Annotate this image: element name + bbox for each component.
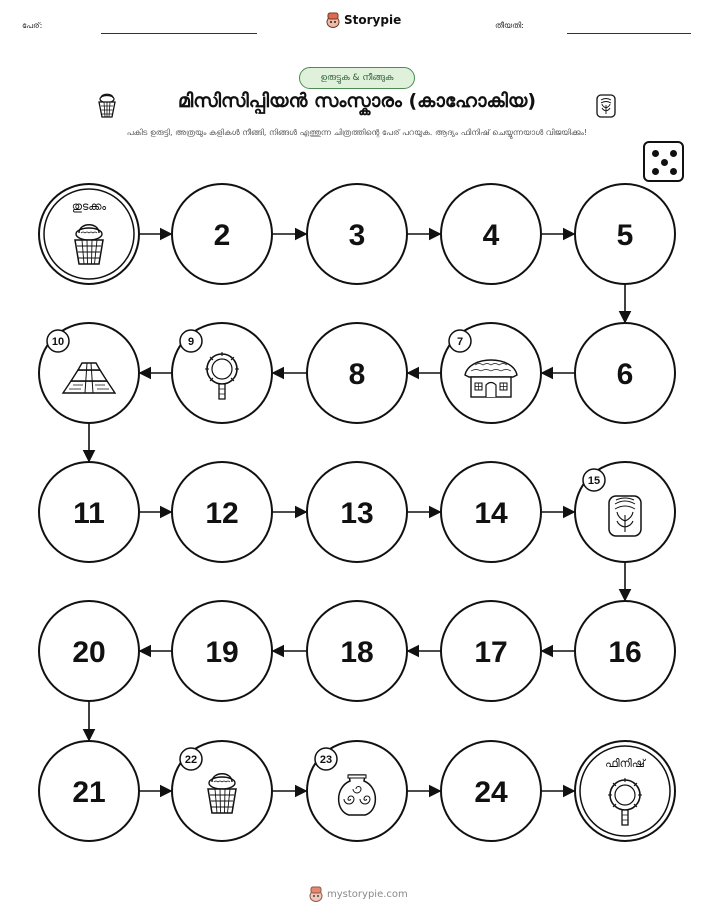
- board-space-10[interactable]: [39, 323, 139, 423]
- instructions: പകിട ഉരുട്ടി, അത്രയും കളികൾ നീങ്ങി, നിങ്ങൾ എത്തുന്ന ചിത്രത്തിന്റെ പേര് പറയുക. ആദ്യം ഫിനിഷ് ചെയ്യുന്നയാൾ വിജയിക്കും!: [126, 128, 588, 137]
- board-space-16[interactable]: [575, 601, 675, 701]
- board-space-14[interactable]: [441, 462, 541, 562]
- start-label: തുടക്കം: [71, 200, 107, 213]
- board-space-7[interactable]: [441, 323, 541, 423]
- board-space-25[interactable]: [575, 741, 675, 841]
- board-space-9[interactable]: [172, 323, 272, 423]
- brand-name: Storypie: [344, 13, 402, 27]
- space-number: 5: [616, 219, 634, 252]
- page-title: മിസിസിപ്പിയൻ സംസ്കാരം (കാഹോകിയ): [177, 90, 537, 112]
- activity-badge: ഉരുട്ടുക & നീങ്ങുക: [299, 67, 415, 89]
- basket-icon: [75, 225, 103, 264]
- space-number: 6: [616, 358, 634, 391]
- board-space-15[interactable]: [575, 462, 675, 562]
- board-space-5[interactable]: [575, 184, 675, 284]
- footer-url[interactable]: mystorypie.com: [327, 888, 408, 900]
- space-number: 14: [474, 497, 508, 530]
- space-number: 13: [340, 497, 374, 530]
- date-label: തീയതി:: [495, 21, 524, 30]
- space-number: 16: [608, 636, 642, 669]
- space-number: 11: [73, 497, 105, 530]
- board-space-21[interactable]: [39, 741, 139, 841]
- board-space-20[interactable]: [39, 601, 139, 701]
- space-number-badge: 10: [51, 336, 65, 348]
- space-number-badge: 15: [587, 475, 601, 487]
- finish-label: ഫിനിഷ്: [605, 757, 645, 770]
- board-space-3[interactable]: [307, 184, 407, 284]
- board-space-4[interactable]: [441, 184, 541, 284]
- footer: [309, 886, 408, 902]
- board-space-13[interactable]: [307, 462, 407, 562]
- mascot-icon: [309, 886, 323, 902]
- space-number-badge: 7: [456, 336, 464, 348]
- space-number: 17: [474, 636, 508, 669]
- carved-tablet-icon: [609, 496, 641, 536]
- board-space-23[interactable]: [307, 741, 407, 841]
- board-space-2[interactable]: [172, 184, 272, 284]
- board-space-22[interactable]: [172, 741, 272, 841]
- board-space-24[interactable]: [441, 741, 541, 841]
- space-number: 4: [482, 219, 500, 252]
- space-number: 2: [213, 219, 231, 252]
- space-number: 3: [348, 219, 366, 252]
- board-space-19[interactable]: [172, 601, 272, 701]
- board-space-1[interactable]: [39, 184, 139, 284]
- basket-icon: [208, 774, 236, 813]
- space-number: 20: [72, 636, 106, 669]
- space-number-badge: 9: [187, 336, 195, 348]
- space-number-badge: 23: [319, 754, 333, 766]
- board-space-12[interactable]: [172, 462, 272, 562]
- space-number-badge: 22: [184, 754, 198, 766]
- board-space-17[interactable]: [441, 601, 541, 701]
- board-space-18[interactable]: [307, 601, 407, 701]
- space-number: 19: [205, 636, 239, 669]
- space-number: 18: [340, 636, 374, 669]
- thatched-house-icon: [465, 360, 517, 397]
- space-number: 21: [72, 776, 106, 809]
- board-space-8[interactable]: [307, 323, 407, 423]
- board-space-11[interactable]: [39, 462, 139, 562]
- board-space-6[interactable]: [575, 323, 675, 423]
- space-number: 24: [474, 776, 508, 809]
- space-number: 12: [205, 497, 239, 530]
- space-number: 8: [348, 358, 366, 391]
- name-label: പേര്:: [22, 21, 43, 30]
